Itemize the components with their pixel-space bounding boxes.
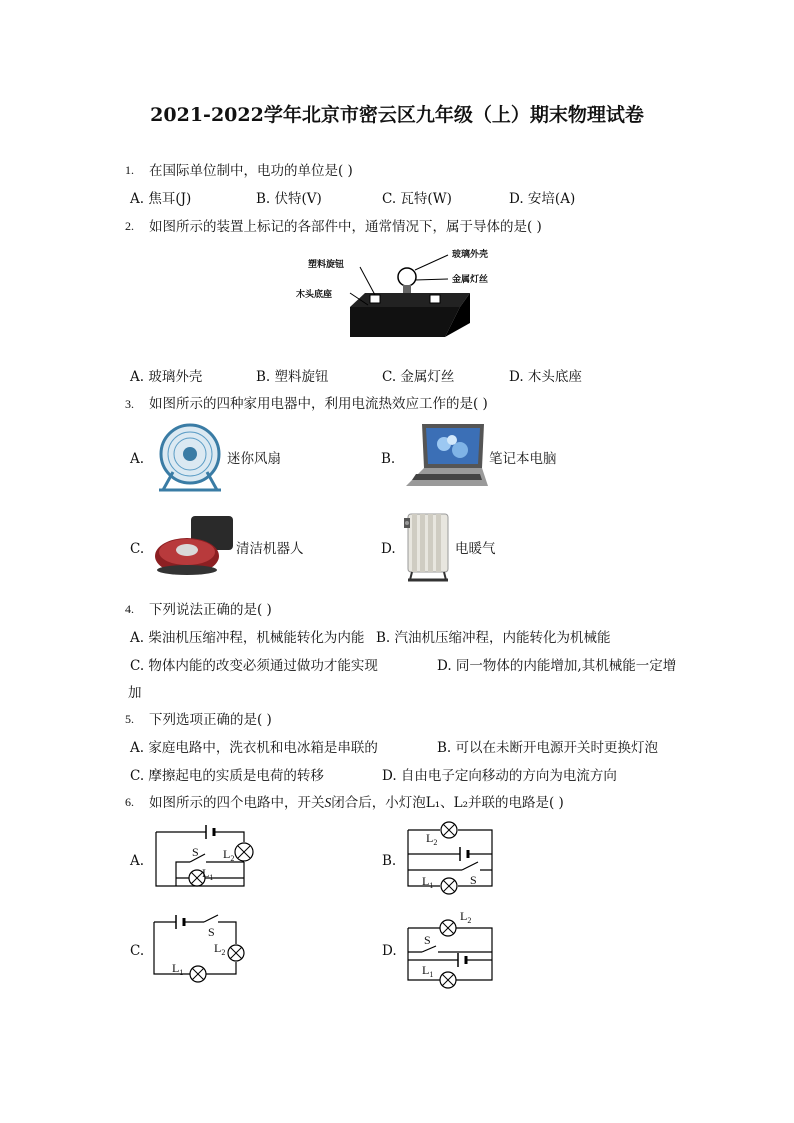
svg-text:L2: $L_2$ bbox=[223, 847, 235, 863]
label-metal-filament: 金属灯丝 bbox=[452, 274, 489, 284]
option-d: D. 安培(A) bbox=[509, 191, 576, 207]
question-stem: 如图所示的四个电路中，开关S闭合后，小灯泡L₁、L₂并联的电路是( ) bbox=[149, 795, 564, 811]
question-stem: 下列说法正确的是( ) bbox=[149, 602, 272, 618]
circuit-c bbox=[150, 910, 250, 980]
option-c-letter: C. bbox=[130, 541, 145, 557]
circuit-d bbox=[404, 908, 514, 984]
svg-text:L2: $L_2$ bbox=[426, 831, 438, 847]
option-b: B. 可以在未断开电源开关时更换灯泡 bbox=[437, 740, 659, 756]
svg-text:L2: $L_2$ bbox=[214, 941, 226, 957]
question-number: 6. bbox=[125, 795, 134, 809]
exam-title: 2021-2022学年北京市密云区九年级（上）期末物理试卷 bbox=[150, 104, 644, 126]
option-a: A. 家庭电路中，洗衣机和电冰箱是串联的 bbox=[130, 740, 378, 756]
question-number: 4. bbox=[125, 602, 134, 616]
option-c: C. 物体内能的改变必须通过做功才能实现 bbox=[130, 658, 378, 674]
laptop-image bbox=[402, 422, 488, 490]
svg-text:L1: $L_1$ bbox=[172, 961, 184, 977]
option-b: B. 塑料旋钮 bbox=[256, 369, 329, 385]
question-stem: 如图所示的装置上标记的各部件中，通常情况下，属于导体的是( ) bbox=[149, 219, 542, 235]
option-d: D. 同一物体的内能增加,其机械能一定增 bbox=[437, 658, 677, 674]
svg-text:S: S bbox=[470, 873, 477, 887]
option-a-letter: A. bbox=[130, 451, 145, 467]
svg-text:S: S bbox=[424, 933, 431, 947]
heater-image bbox=[402, 508, 452, 584]
label-plastic-knob: 塑料旋钮 bbox=[308, 259, 345, 269]
option-d-wrap: 加 bbox=[128, 685, 142, 701]
option-a: A. bbox=[130, 853, 145, 869]
question-stem: 如图所示的四种家用电器中，利用电流热效应工作的是( ) bbox=[149, 396, 488, 412]
option-d: D. 自由电子定向移动的方向为电流方向 bbox=[382, 768, 617, 784]
circuit-a bbox=[150, 820, 260, 890]
option-c: C. bbox=[130, 943, 145, 959]
label-wood-base: 木头底座 bbox=[296, 289, 333, 299]
question-number: 5. bbox=[125, 712, 134, 726]
circuit-b bbox=[404, 822, 514, 892]
svg-text:L1: $L_1$ bbox=[422, 963, 434, 979]
option-b-label: 笔记本电脑 bbox=[489, 451, 557, 467]
svg-text:S: S bbox=[208, 925, 215, 939]
svg-text:L1: $L_1$ bbox=[202, 866, 214, 882]
question-number: 2. bbox=[125, 219, 134, 233]
lamp-device-figure bbox=[290, 245, 500, 355]
option-c: C. 摩擦起电的实质是电荷的转移 bbox=[130, 768, 324, 784]
question-number: 3. bbox=[125, 397, 134, 411]
option-b-letter: B. bbox=[381, 451, 396, 467]
option-a: A. 玻璃外壳 bbox=[130, 369, 203, 385]
option-b: B. bbox=[382, 853, 397, 869]
svg-text:L1: $L_1$ bbox=[422, 874, 434, 890]
label-glass-shell: 玻璃外壳 bbox=[452, 249, 489, 259]
question-stem: 下列选项正确的是( ) bbox=[149, 712, 272, 728]
option-d: D. 木头底座 bbox=[509, 369, 582, 385]
option-d-label: 电暖气 bbox=[455, 541, 496, 557]
svg-text:L2: $L_2$ bbox=[460, 909, 472, 925]
svg-text:S: S bbox=[192, 845, 199, 859]
option-c: C. 瓦特(W) bbox=[382, 191, 452, 207]
option-d-letter: D. bbox=[381, 541, 396, 557]
option-a: A. 焦耳(J) bbox=[130, 191, 192, 207]
fan-image bbox=[155, 422, 225, 494]
robot-vacuum-image bbox=[153, 512, 235, 578]
option-a-label: 迷你风扇 bbox=[227, 451, 281, 467]
question-number: 1. bbox=[125, 163, 134, 177]
question-stem: 在国际单位制中，电功的单位是( ) bbox=[149, 163, 353, 179]
option-b: B. 汽油机压缩冲程，内能转化为机械能 bbox=[376, 630, 611, 646]
option-c-label: 清洁机器人 bbox=[236, 541, 304, 557]
option-a: A. 柴油机压缩冲程，机械能转化为内能 bbox=[130, 630, 365, 646]
option-c: C. 金属灯丝 bbox=[382, 369, 455, 385]
option-b: B. 伏特(V) bbox=[256, 191, 322, 207]
option-d: D. bbox=[382, 943, 397, 959]
